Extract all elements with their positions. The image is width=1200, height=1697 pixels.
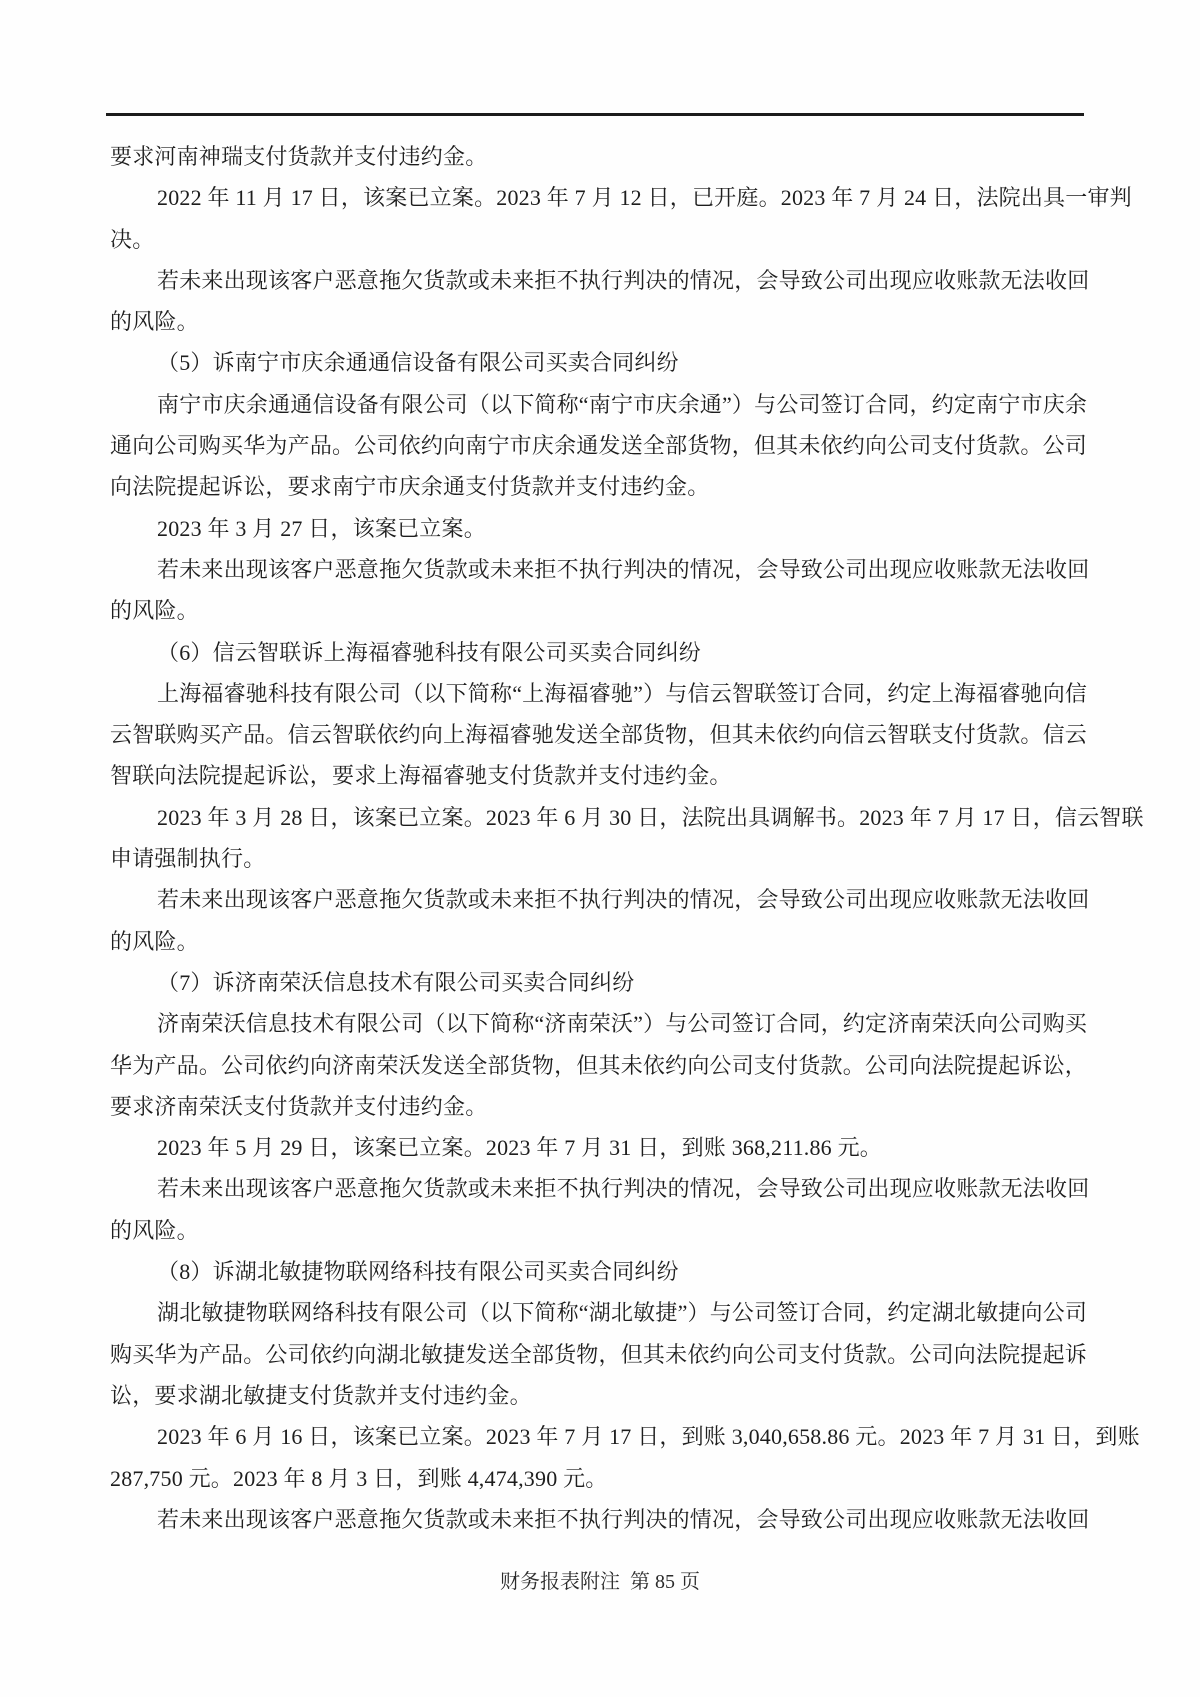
- text-line: 的风险。: [110, 928, 199, 954]
- text-line: 决。: [110, 226, 155, 252]
- text-line: 若未来出现该客户恶意拖欠货款或未来拒不执行判决的情况，会导致公司出现应收账款无法收回: [157, 1176, 1090, 1202]
- text-line: 的风险。: [110, 309, 199, 335]
- paragraph: [110, 1292, 1087, 1416]
- paragraph: [110, 260, 1090, 343]
- paragraph: [110, 177, 1132, 260]
- text-line: 济南荣沃信息技术有限公司（以下简称“济南荣沃”）与公司签订合同，约定济南荣沃向公司购买: [157, 1011, 1088, 1037]
- paragraph: [110, 342, 1087, 383]
- text-line: 2023 年 3 月 27 日，该案已立案。: [157, 515, 486, 541]
- paragraph: [110, 1168, 1090, 1251]
- text-line: （5）诉南宁市庆余通通信设备有限公司买卖合同纠纷: [157, 350, 679, 376]
- text-line: （8）诉湖北敏捷物联网络科技有限公司买卖合同纠纷: [157, 1259, 679, 1285]
- text-line: 若未来出现该客户恶意拖欠货款或未来拒不执行判决的情况，会导致公司出现应收账款无法收回: [157, 267, 1090, 293]
- text-line: 2023 年 6 月 16 日，该案已立案。2023 年 7 月 17 日，到账 3,040,658.86 元。2023 年 7 月 31 日，到账: [157, 1424, 1140, 1450]
- text-line: 申请强制执行。: [110, 846, 266, 872]
- paragraph: [110, 1127, 1087, 1168]
- paragraph: [110, 632, 1087, 673]
- text-line: 的风险。: [110, 1217, 199, 1243]
- paragraph: [110, 384, 1087, 508]
- text-line: 向法院提起诉讼，要求南宁市庆余通支付货款并支付违约金。: [110, 474, 710, 500]
- text-line: 云智联购买产品。信云智联依约向上海福睿驰发送全部货物，但其未依约向信云智联支付货款。信云: [110, 722, 1087, 748]
- text-line: （6）信云智联诉上海福睿驰科技有限公司买卖合同纠纷: [157, 639, 702, 665]
- document-body: [110, 136, 1144, 1540]
- text-line: 通向公司购买华为产品。公司依约向南宁市庆余通发送全部货物，但其未依约向公司支付货款。公司: [110, 433, 1087, 459]
- text-line: 华为产品。公司依约向济南荣沃发送全部货物，但其未依约向公司支付货款。公司向法院提起诉讼，: [110, 1052, 1087, 1078]
- text-line: 若未来出现该客户恶意拖欠货款或未来拒不执行判决的情况，会导致公司出现应收账款无法收回: [157, 887, 1090, 913]
- page-footer: 财务报表附注 第 85 页: [500, 1571, 700, 1593]
- text-line: 湖北敏捷物联网络科技有限公司（以下简称“湖北敏捷”）与公司签订合同，约定湖北敏捷向公司: [157, 1300, 1088, 1326]
- paragraph: [110, 1251, 1087, 1292]
- text-line: 要求河南神瑞支付货款并支付违约金。: [110, 144, 488, 169]
- paragraph: [110, 962, 1087, 1003]
- paragraph: [110, 673, 1087, 797]
- text-line: （7）诉济南荣沃信息技术有限公司买卖合同纠纷: [157, 969, 635, 995]
- text-line: 287,750 元。2023 年 8 月 3 日，到账 4,474,390 元。: [110, 1465, 608, 1491]
- text-line: 2023 年 3 月 28 日，该案已立案。2023 年 6 月 30 日，法院出具调解书。2023 年 7 月 17 日，信云智联: [157, 804, 1144, 830]
- text-line: 若未来出现该客户恶意拖欠货款或未来拒不执行判决的情况，会导致公司出现应收账款无法收回: [157, 1506, 1090, 1532]
- text-line: 讼，要求湖北敏捷支付货款并支付违约金。: [110, 1382, 532, 1408]
- text-line: 2023 年 5 月 29 日，该案已立案。2023 年 7 月 31 日，到账 368,211.86 元。: [157, 1135, 882, 1161]
- header-rule: [106, 113, 1084, 116]
- paragraph: [110, 1499, 1090, 1540]
- paragraph: [110, 549, 1090, 632]
- paragraph: [110, 1003, 1087, 1127]
- text-line: 上海福睿驰科技有限公司（以下简称“上海福睿驰”）与信云智联签订合同，约定上海福睿驰向信: [157, 680, 1088, 706]
- paragraph: [110, 879, 1090, 962]
- text-line: 南宁市庆余通通信设备有限公司（以下简称“南宁市庆余通”）与公司签订合同，约定南宁市庆余: [157, 391, 1088, 417]
- text-line: 的风险。: [110, 598, 199, 624]
- paragraph: [110, 508, 1087, 549]
- text-line: 购买华为产品。公司依约向湖北敏捷发送全部货物，但其未依约向公司支付货款。公司向法院提起诉: [110, 1341, 1087, 1367]
- text-line: 2022 年 11 月 17 日，该案已立案。2023 年 7 月 12 日，已开庭。2023 年 7 月 24 日，法院出具一审判: [157, 185, 1132, 211]
- paragraph: [110, 136, 1087, 177]
- paragraph: [110, 797, 1144, 880]
- paragraph: [110, 1416, 1140, 1499]
- text-line: 若未来出现该客户恶意拖欠货款或未来拒不执行判决的情况，会导致公司出现应收账款无法收回: [157, 556, 1090, 582]
- text-line: 要求济南荣沃支付货款并支付违约金。: [110, 1093, 488, 1119]
- text-line: 智联向法院提起诉讼，要求上海福睿驰支付货款并支付违约金。: [110, 763, 732, 789]
